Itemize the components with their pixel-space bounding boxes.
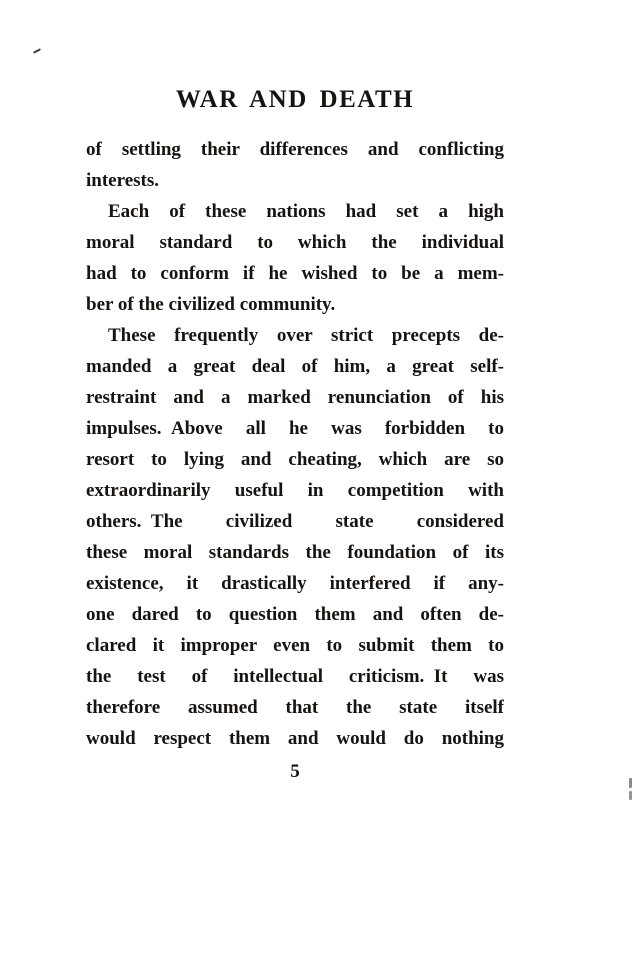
paragraph bbox=[86, 320, 504, 754]
margin-mark-dash bbox=[629, 791, 632, 800]
text-line: Each of these nations had set a high bbox=[108, 201, 504, 222]
text-line: the test of intellectual criticism. It was bbox=[86, 666, 504, 687]
page-body bbox=[86, 134, 504, 754]
margin-mark-dash bbox=[629, 778, 632, 788]
text-line: one dared to question them and often de- bbox=[86, 604, 504, 625]
text-line: therefore assumed that the state itself bbox=[86, 697, 504, 718]
text-line: restraint and a marked renunciation of his bbox=[86, 387, 504, 408]
text-line: existence, it drastically interfered if any- bbox=[86, 573, 504, 594]
chapter-title: WAR AND DEATH bbox=[175, 86, 415, 113]
text-line: These frequently over strict precepts de- bbox=[108, 325, 504, 346]
page-number: 5 bbox=[290, 761, 300, 782]
paragraph bbox=[86, 196, 504, 320]
text-line: extraordinarily useful in competition with bbox=[86, 480, 504, 501]
text-line: would respect them and would do nothing bbox=[86, 728, 504, 749]
text-line: had to conform if he wished to be a mem- bbox=[86, 263, 504, 284]
text-line: others. The civilized state considered bbox=[86, 511, 504, 532]
text-line: these moral standards the foundation of its bbox=[86, 542, 504, 563]
text-line: interests. bbox=[86, 170, 159, 191]
text-line: clared it improper even to submit them to bbox=[86, 635, 504, 656]
text-line: resort to lying and cheating, which are so bbox=[86, 449, 504, 470]
text-line: moral standard to which the individual bbox=[86, 232, 504, 253]
text-line: ber of the civilized community. bbox=[86, 294, 336, 315]
scan-speck-artifact bbox=[33, 48, 41, 54]
margin-mark-artifact bbox=[629, 778, 632, 803]
text-line: manded a great deal of him, a great self- bbox=[86, 356, 504, 377]
text-line: of settling their differences and conflicting bbox=[86, 139, 504, 160]
text-line: impulses. Above all he was forbidden to bbox=[86, 418, 504, 439]
paragraph bbox=[86, 134, 504, 196]
